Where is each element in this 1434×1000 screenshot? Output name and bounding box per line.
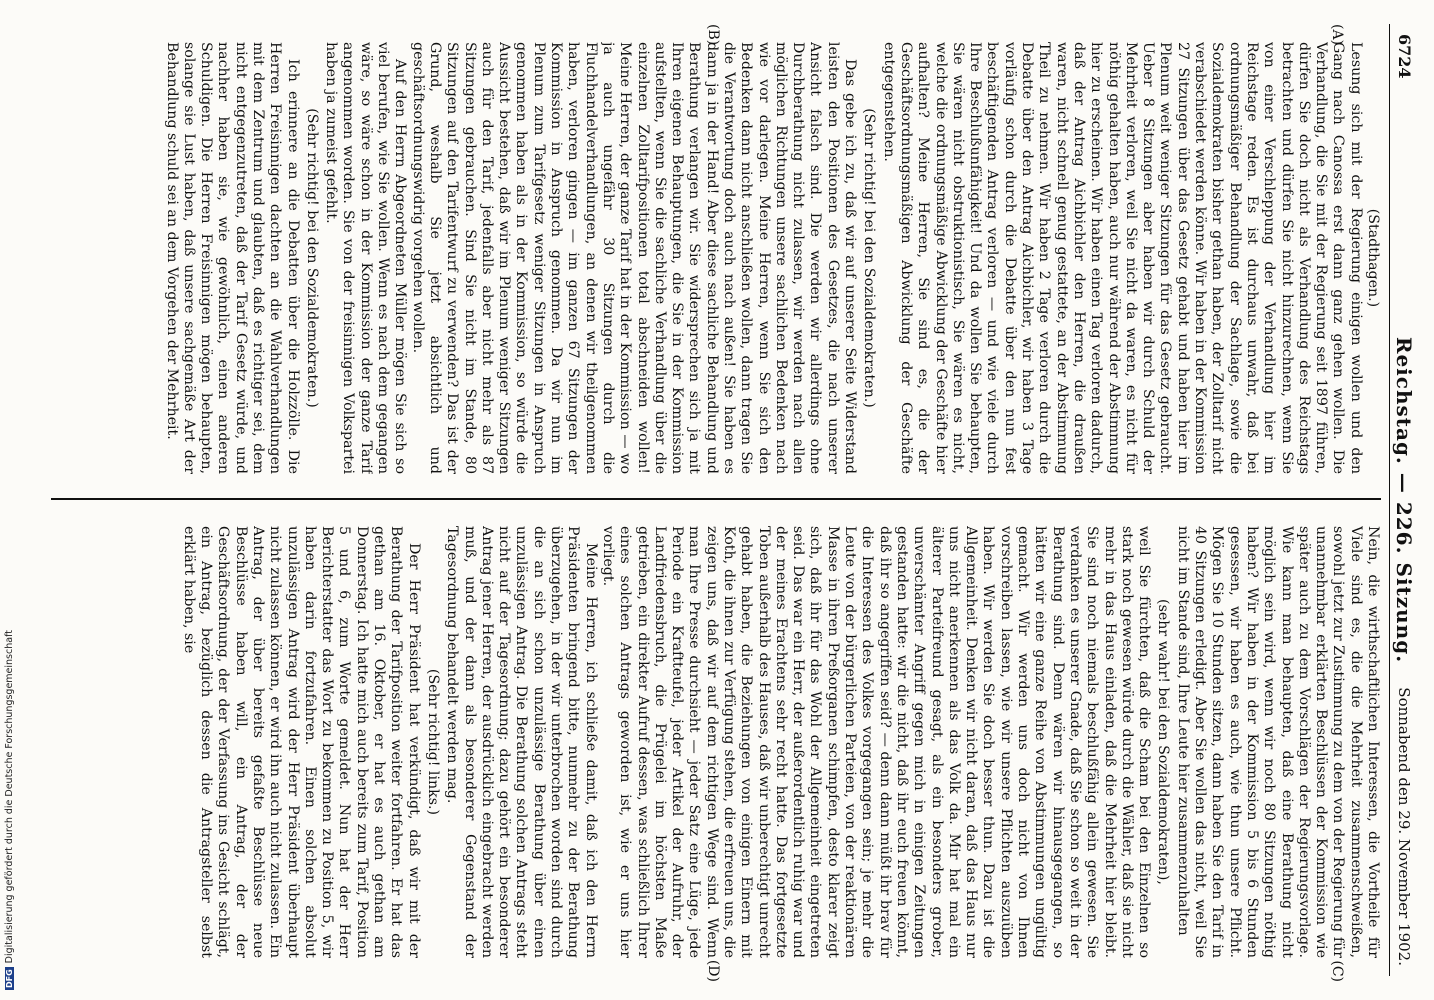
paragraph: Ich erinnere an die Debatten über die Holzzölle. Die Herren Freisinnigen dachten an die Wahlverhandlungen mit dem Zentrum und glaubten, daß es richtiger sei, dem nicht entgegenzutreten, daß der Tarif Gesetz würde, und nachher haben sie, wie gewöhnlich, einen anderen Schuldigen. Die Herren Freisinnigen mögen behaupten, solange sie Lust haben, daß unsere sachgemäße Art der Behandlung schuld sei an dem Vorgehen der Mehrheit. [163,42,301,474]
page-number: 6724 [1395,34,1414,79]
speaker-name: (Stadthagen.) [1365,208,1381,308]
speaker-note: (sehr wahr! bei den Sozialdemokraten), [1155,599,1172,885]
margin-marker-d: (D) [705,959,721,982]
paragraph: Der Herr Präsident hat verkündigt, daß wir mit der Berathung der Tarifposition weiter fortfahren. Er hat das gethan am 16. Oktober, er hat es auch gethan am Donnerstag. Ich hatte mich auch bereits zum Tarif, Position 5 und 6, zum Worte gemeldet. Nun hat der Herr Berichterstatter das Wort zu bekommen zu Position 5, wir haben darin fortzufahren. Einen solchen absolut unzulässigen Antrag wird der Herr Präsident überhaupt nicht zulassen können, er wird ihn auch nicht zulassen. Ein Antrag, der über bereits gefaßte Beschlüsse neue Beschlüsse haben will, ein Antrag, der der Geschäftsordnung, der der Verfassung ins Gesicht schlägt, ein Antrag, bezüglich dessen die Antragsteller selbst erklärt haben, sie [180,526,422,958]
paragraph: Lesung sich mit der Regierung einigen wollen und den Gang nach Canossa erst dann ganz gehen wollen. Die Verhandlung, die Sie mit der Regierung seit 1897 führen, dürfen Sie doch nicht als Verhandlung des Reichstags betrachten und dürfen Sie nicht hinzurechnen, wenn Sie von einer Verschleppung der Verhandlung hier im Reichstage reden. Es ist durchaus unwahr, daß bei ordnungsmäßiger Behandlung der Sachlage, sowie die Sozialdemokraten bisher gethan haben, der Zolltarif nicht verabschiedet werden könne. Wir haben in der Kommission 27 Sitzungen über das Gesetz gehabt und haben hier im Plenum weit weniger Sitzungen für das Gesetz gebraucht. Ueber 8 Sitzungen aber haben wir durch Schuld der Mehrheit verloren, weil Sie nicht da waren, es nicht für nöthig gehalten haben, auch nur während der Abstimmung hier zu erscheinen. Wir haben einen Tag verloren dadurch, daß der Antrag Aichbichler den Herren, die draußen waren, nicht schnell genug gestattete, an der Abstimmung Theil zu nehmen. Wir haben 2 Tage verloren durch die Debatte über den Antrag Aichbichler, wir haben 3 Tage vorläufig schon durch die Debatte über den nun fest beschäftigenden Antrag verloren — und wie viele durch Ihre Beschlußunfähigkeit! Und da wollen Sie behaupten, Sie wären nicht obstruktionistisch, Sie wären es nicht, welche die ordnungsmäßige Abwicklung der Geschäfte hier aufhalten? Meine Herren, Sie sind es, die der Geschäftsordnungsmäßigen Abwicklung der Geschäfte entgegenstehen. [880,42,1364,474]
right-column [41,526,1381,958]
speaker-note: (Sehr richtig! links.) [424,668,441,816]
page-date: Sonnabend den 29. November 1902. [1395,687,1413,966]
paragraph: weil Sie fürchten, daß die Scham bei den Einzelnen so stark noch gewesen würde durch die Wähler, daß sie nicht mehr in das Haus einladen, daß die Mehrheit hier bleibt. Sie sind noch niemals beschlußfähig allein gewesen. Sie verdanken es unserer Gnade, daß Sie schon so weit in der Berathung sind. Denn wären wir hinausgegangen, so hätten wir eine ganze Reihe von Abstimmungen ungültig gemacht. Wir werden uns doch nicht von Ihnen vorschreiben lassen, wie wir unsere Pflichten auszuüben haben. Wir werden Sie doch besser thun. Dazu ist die Allgemeinheit. Denken wir nicht daran, daß das Haus nur uns nicht anerkennen als das Volk da. Mir hat mal ein älterer Parteifreund gesagt, als ein besonders grober, unverschämter Angriff gegen mich in einigen Zeitungen gestanden hatte: wir die nicht, daß ihr euch freuen könnt, daß ihr so angegriffen seid? — denn dann müßt ihr brav für die Interessen des Volkes vorgegangen sein; je mehr die Leute von der bürgerlichen Parteien, von der reaktionären Masse in ihren Preßorganen schimpfen, desto klarer zeigt sich, daß ihr für das Wohl der Allgemeinheit eingetreten seid. Das war ein Herr, der außerordentlich ruhig war und der meines Erachtens sehr recht hatte. Das fortgesetzte Toben außerhalb des Hauses, daß wir unberechtigt unrecht gehabt haben, die Beziehungen von einigen Einern mit Koth, die ihnen zur Verfügung stehen, die erfreuen uns, die zeigen uns, daß wir auf dem richtigen Wege sind. Wenn man Ihre Presse durchsieht — jeder Satz eine Lüge, jede Periode ein Kraftteufel, jeder Artikel der Aufruhr, der Landfriedensbruch, die Prügelei im höchsten Maße getrieben, ein direkter Aufruf dessen, was schließlich Ihrer eines solchen Antrags geworden ist, wie er uns hier vorliegt. [599,526,1153,958]
paragraph: Meine Herren, ich schließe damit, daß ich den Herrn Präsidenten bringend bitte, nunmehr zu der Berathung überzugehen, in der wir unterbrochen worden sind durch die an sich schon unzulässige Berathung über einen unzulässigen Antrag. Die Berathung solchen Antrags steht nicht auf der Tagesordnung; dazu gehört ein besonderer Antrag jener Herren, der ausdrücklich eingebracht werden muß, und der dann als besonderer Gegenstand der Tagesordnung behandelt werden mag. [444,526,599,958]
dfg-logo: DFG [5,969,14,988]
left-column [41,42,1381,474]
margin-marker-c: (C) [1329,960,1345,982]
speaker-note: (Sehr richtig! bei den Sozialdemokraten.) [303,108,320,408]
paragraph: Nein, die wirthschaftlichen Interessen, die Vortheile für Viele sind es, die die Mehrheit zusammenschweißen, sowohl jetzt zur Zustimmung zu dem von der Regierung für unannehmbar erklärten Beschlüssen der Kommission wie später auch zu dem Vorschlägen der Regierungsvorlage. Wie kann man behaupten, daß eine Berathung nicht möglich sein wird, wenn wir noch 80 Sitzungen nöthig haben? Wir haben in der Kommission 5 bis 6 Stunden gesessen, wir haben es auch, wie thun unsere Pflicht. Mögen Sie 10 Stunden sitzen, dann haben Sie den Tarif in 40 Sitzungen erledigt. Aber Sie wollen das nicht, weil Sie nicht im Stande sind, Ihre Leute hier zusammenzuhalten [1174,526,1381,958]
page-header [1389,24,1418,976]
page-title: Reichstag. — 226. Sitzung. [1392,336,1416,664]
margin-marker-a: (A) [1329,24,1345,46]
column-divider [51,498,1381,500]
text-columns [41,24,1381,982]
paragraph: Das gebe ich zu, daß wir auf unserer Seite Widerstand leisten den Positionen des Gesetzes, die nach unserer Ansicht falsch sind. Die werden wir allerdings ohne Durchberathung nicht zulassen, wir werden nach allen möglichen Richtungen unsere sachlichen Bedenken nach wie vor darlegen. Meine Herren, wenn Sie sich den Bedenken dann nicht anschließen wollen, dann tragen Sie die Verantwortung doch auch nach außen! Sie haben es dann ja in der Hand! Aber diese sachliche Behandlung und Berathung verlangen wir. Sie widersprechen sich ja mit Ihren eigenen Behauptungen, die Sie in der Kommission aufstellten, wenn Sie die sachliche Verhandlung über die einzelnen Zolltarifpositionen total abschneiden wollen! Meine Herren, der ganze Tarif hat in der Kommission — wo ja auch ungefähr 30 Sitzungen durch die Fluchhandelverhandlungen, an denen wir theilgenommen haben, verloren gingen — im ganzen 67 Sitzungen der Kommission in Anspruch genommen. Da wir nun im Plenum zum Tarifgesetz weniger Sitzungen in Anspruch genommen haben als in der Kommission, so würde die Aussicht bestehen, daß wir im Plenum weniger Sitzungen auch für den Tarif, jedenfalls aber nicht mehr als 87 Sitzungen gebrauchen. Sind Sie nicht im Stande, 80 Sitzungen auf den Tarifentwurf zu verwenden? Das ist der Grund, weshalb Sie jetzt absichtlich und geschäftsordnungswidrig vorgehen wollen. [409,42,859,474]
footer-credit: Digitalisierung gefördert durch die Deutsche Forschungsgemeinschaft [4,630,15,964]
speaker-note: (Sehr richtig! bei den Sozialdemokraten.) [861,108,878,408]
paragraph: Auf den Herrn Abgeordneten Müller mögen Sie sich so viel berufen, wie Sie wollen. Wenn es nach dem gegangen wäre, so wäre schon in der Kommission der ganze Tarif angenommen worden. Sie von der freisinnigen Volkspartei haben ja zumeist gefehlt. [323,42,409,474]
margin-marker-b: (B) [705,24,721,46]
